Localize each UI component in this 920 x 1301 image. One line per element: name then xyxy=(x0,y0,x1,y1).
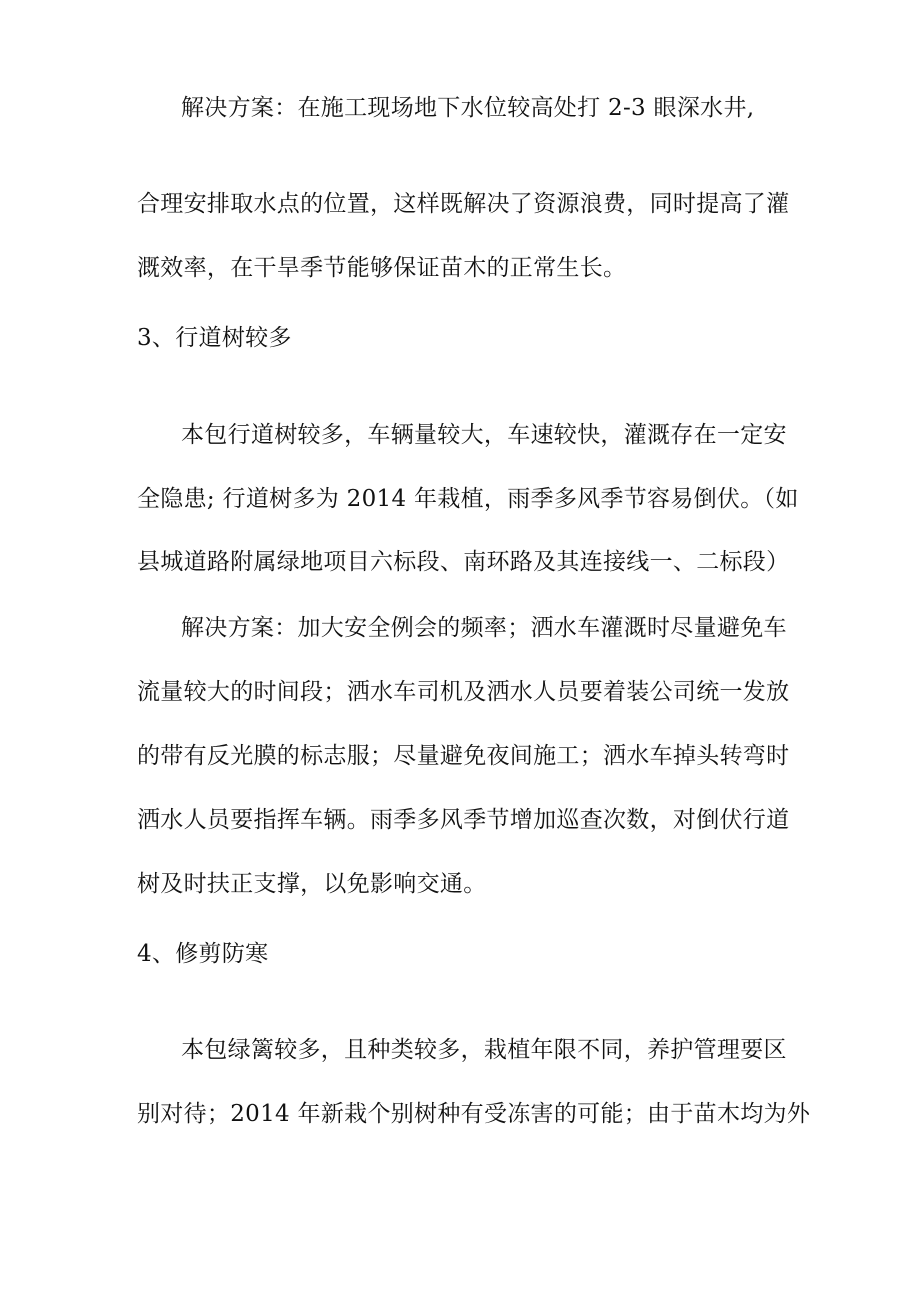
paragraph-line-frost-damage: 别对待；2014 年新栽个别树种有受冻害的可能；由于苗木均为外 xyxy=(137,1101,811,1127)
section-heading-pruning-cold-protection: 4、修剪防寒 xyxy=(137,941,269,967)
paragraph-line-direct-vehicles: 洒水人员要指挥车辆。雨季多风季节增加巡查次数，对倒伏行道 xyxy=(137,807,790,833)
paragraph-line-support-trees: 树及时扶正支撑，以免影响交通。 xyxy=(137,871,487,897)
section-heading-street-trees: 3、行道树较多 xyxy=(137,325,292,351)
paragraph-line-reflective-uniform: 的带有反光膜的标志服；尽量避免夜间施工；洒水车掉头转弯时 xyxy=(137,743,790,769)
paragraph-line-water-point-arrangement: 合理安排取水点的位置，这样既解决了资源浪费，同时提高了灌 xyxy=(137,191,790,217)
paragraph-line-solution-water-well: 解决方案：在施工现场地下水位较高处打 2-3 眼深水井, xyxy=(181,95,755,121)
paragraph-line-irrigation-efficiency: 溉效率，在干旱季节能够保证苗木的正常生长。 xyxy=(137,255,627,281)
paragraph-line-project-examples: 县城道路附属绿地项目六标段、南环路及其连接线一、二标段） xyxy=(137,549,790,575)
paragraph-line-street-trees-many: 本包行道树较多，车辆量较大，车速较快，灌溉存在一定安 xyxy=(181,422,787,448)
paragraph-line-solution-safety-meetings: 解决方案：加大安全例会的频率；洒水车灌溉时尽量避免车 xyxy=(181,615,787,641)
paragraph-line-safety-hazard: 全隐患; 行道树多为 2014 年栽植，雨季多风季节容易倒伏。（如 xyxy=(137,486,799,512)
paragraph-line-traffic-period: 流量较大的时间段；洒水车司机及洒水人员要着装公司统一发放 xyxy=(137,679,790,705)
paragraph-line-hedges-many: 本包绿篱较多，且种类较多，栽植年限不同，养护管理要区 xyxy=(181,1037,787,1063)
